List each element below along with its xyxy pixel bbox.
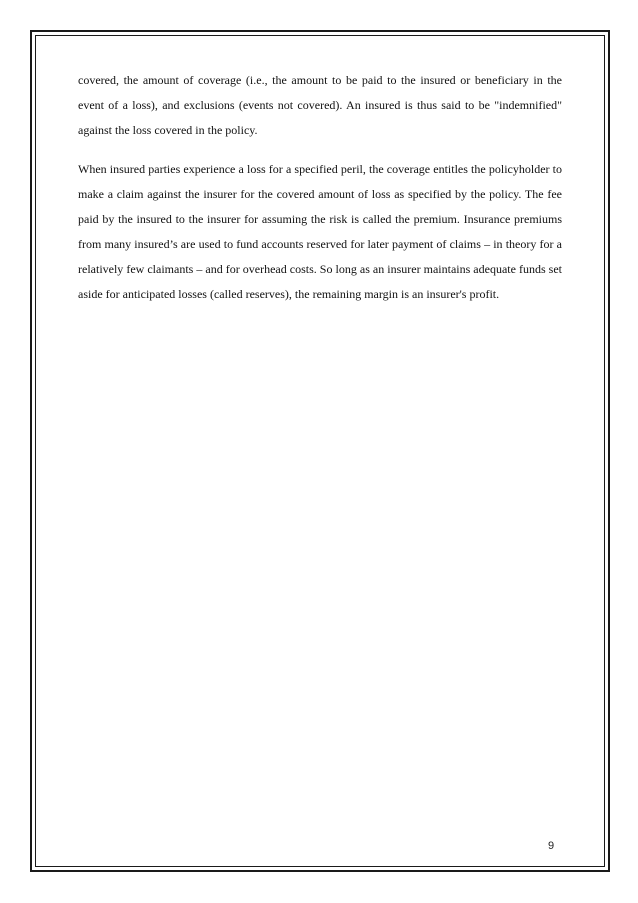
- paragraph-coverage-definition: covered, the amount of coverage (i.e., the amount to be paid to the insured or beneficiary in the event of a loss), and exclusions (events not covered). An insured is thus said to be "indemnified" against the loss covered in the policy.: [78, 73, 562, 137]
- page-body: [78, 68, 562, 321]
- paragraph-insurance-claims: When insured parties experience a loss for a specified peril, the coverage entitles the policyholder to make a claim against the insurer for the covered amount of loss as specified by the policy. The fee paid by the insured to the insurer for assuming the risk is called the premium. Insurance premiums from many insured’s are used to fund accounts reserved for later payment of claims – in theory for a relatively few claimants – and for overhead costs. So long as an insurer maintains adequate funds set aside for anticipated losses (called reserves), the remaining margin is an insurer's profit.: [78, 162, 562, 301]
- page-number: 9: [548, 840, 555, 852]
